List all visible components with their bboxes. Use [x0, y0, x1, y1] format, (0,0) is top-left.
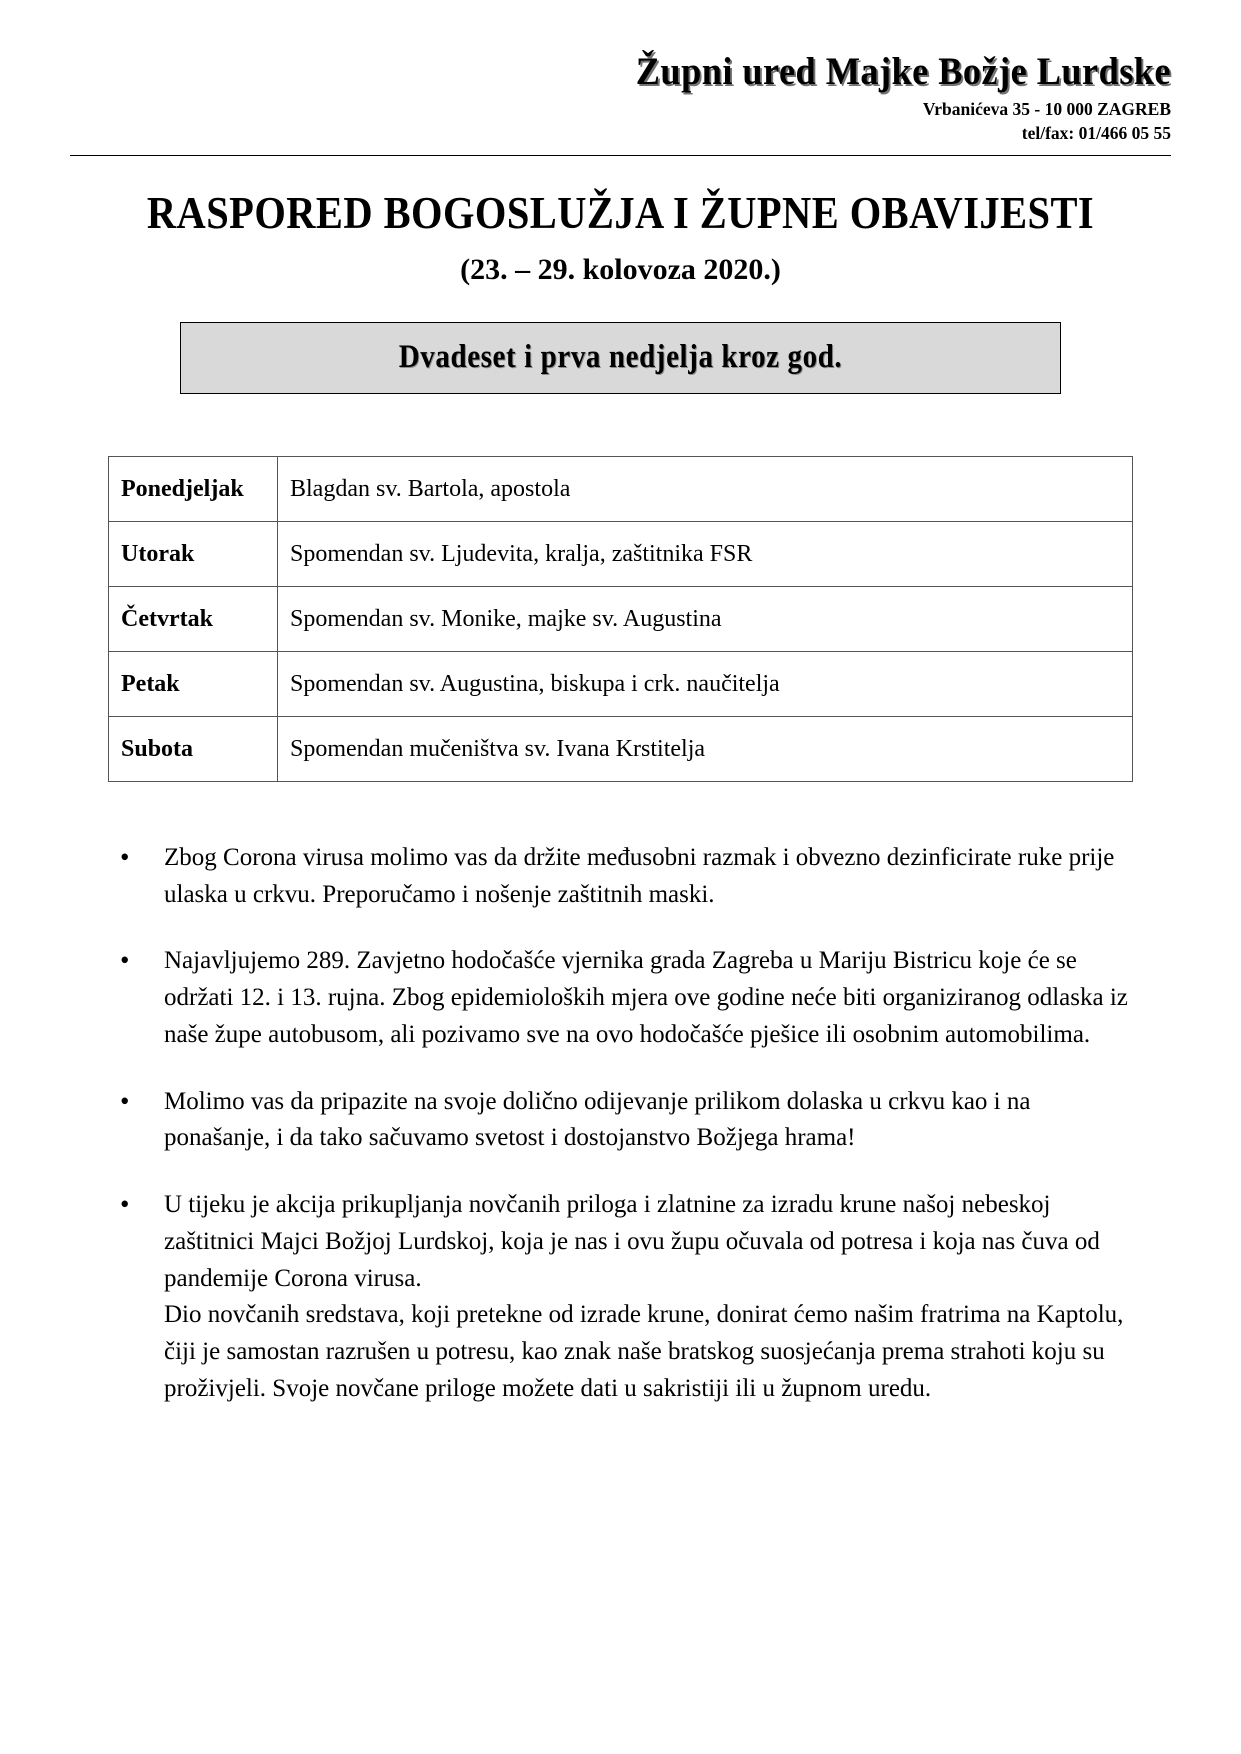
schedule-feast: Spomendan sv. Augustina, biskupa i crk. naučitelja [278, 651, 1133, 716]
table-row [109, 456, 1133, 521]
letterhead [70, 0, 1171, 156]
table-row [109, 521, 1133, 586]
table-row [109, 716, 1133, 781]
schedule-feast: Blagdan sv. Bartola, apostola [278, 456, 1133, 521]
organization-name: Župni ured Majke Božje Lurdske [635, 50, 1171, 93]
letterhead-divider [70, 155, 1171, 156]
notice-paragraph: • Najavljujemo 289. Zavjetno hodočašće vjernika grada Zagreba u Mariju Bistricu koje će se održati 12. i 13. rujna. Zbog epidemioloških mjera ove godine neće biti organiziranog odlaska iz naše župe autobusom, ali pozivamo sve na ovo hodočašće pješice ili osobnim automobilima. [164, 947, 1128, 1048]
schedule-day: Četvrtak [109, 586, 278, 651]
list-item [96, 943, 1131, 1053]
notice-paragraph: Dio novčanih sredstava, koji pretekne od izrade krune, donirat ćemo našim fratrima na Kaptolu, čiji je samostan razrušen u potresu, kao znak naše bratskog suosjećanja prema strahoti koju su proživjeli. Svoje novčane priloge možete dati u sakristiji ili u župnom uredu. [164, 1301, 1124, 1402]
schedule-feast: Spomendan sv. Ljudevita, kralja, zaštitnika FSR [278, 521, 1133, 586]
schedule-day: Ponedjeljak [109, 456, 278, 521]
schedule-section [70, 456, 1171, 782]
list-item [96, 1187, 1131, 1408]
list-item [96, 1084, 1131, 1158]
table-row [109, 586, 1133, 651]
organization-address: Vrbanićeva 35 - 10 000 ZAGREB [922, 99, 1171, 119]
schedule-day: Utorak [109, 521, 278, 586]
organization-phone: tel/fax: 01/466 05 55 [1021, 123, 1171, 144]
sunday-banner [180, 322, 1061, 394]
date-range-subtitle: (23. – 29. kolovoza 2020.) [460, 252, 781, 286]
notices-list [70, 840, 1171, 1408]
schedule-table [108, 456, 1133, 782]
notice-paragraph: • Zbog Corona virusa molimo vas da držite međusobni razmak i obvezno dezinficirate ruke prije ulaska u crkvu. Preporučamo i nošenje zaštitnih maski. [164, 843, 1115, 908]
table-row [109, 651, 1133, 716]
sunday-banner-label: Dvadeset i prva nedjelja kroz god. [398, 339, 843, 376]
page-title: RASPORED BOGOSLUŽJA I ŽUPNE OBAVIJESTI [146, 187, 1095, 239]
notice-paragraph: • Molimo vas da pripazite na svoje dolično odijevanje prilikom dolaska u crkvu kao i na ponašanje, i da tako sačuvamo svetost i dostojanstvo Božjega hrama! [164, 1087, 1031, 1152]
schedule-feast: Spomendan sv. Monike, majke sv. Augustina [278, 586, 1133, 651]
list-item [96, 840, 1131, 914]
schedule-table-body [109, 456, 1133, 781]
schedule-feast: Spomendan mučeništva sv. Ivana Krstitelja [278, 716, 1133, 781]
notice-paragraph: • U tijeku je akcija prikupljanja novčanih priloga i zlatnine za izradu krune našoj nebeskoj zaštitnici Majci Božjoj Lurdskoj, koja je nas i ovu župu očuvala od potresa i koja nas čuva od pandemije Corona virusa. [164, 1191, 1100, 1292]
schedule-day: Petak [109, 651, 278, 716]
schedule-day: Subota [109, 716, 278, 781]
